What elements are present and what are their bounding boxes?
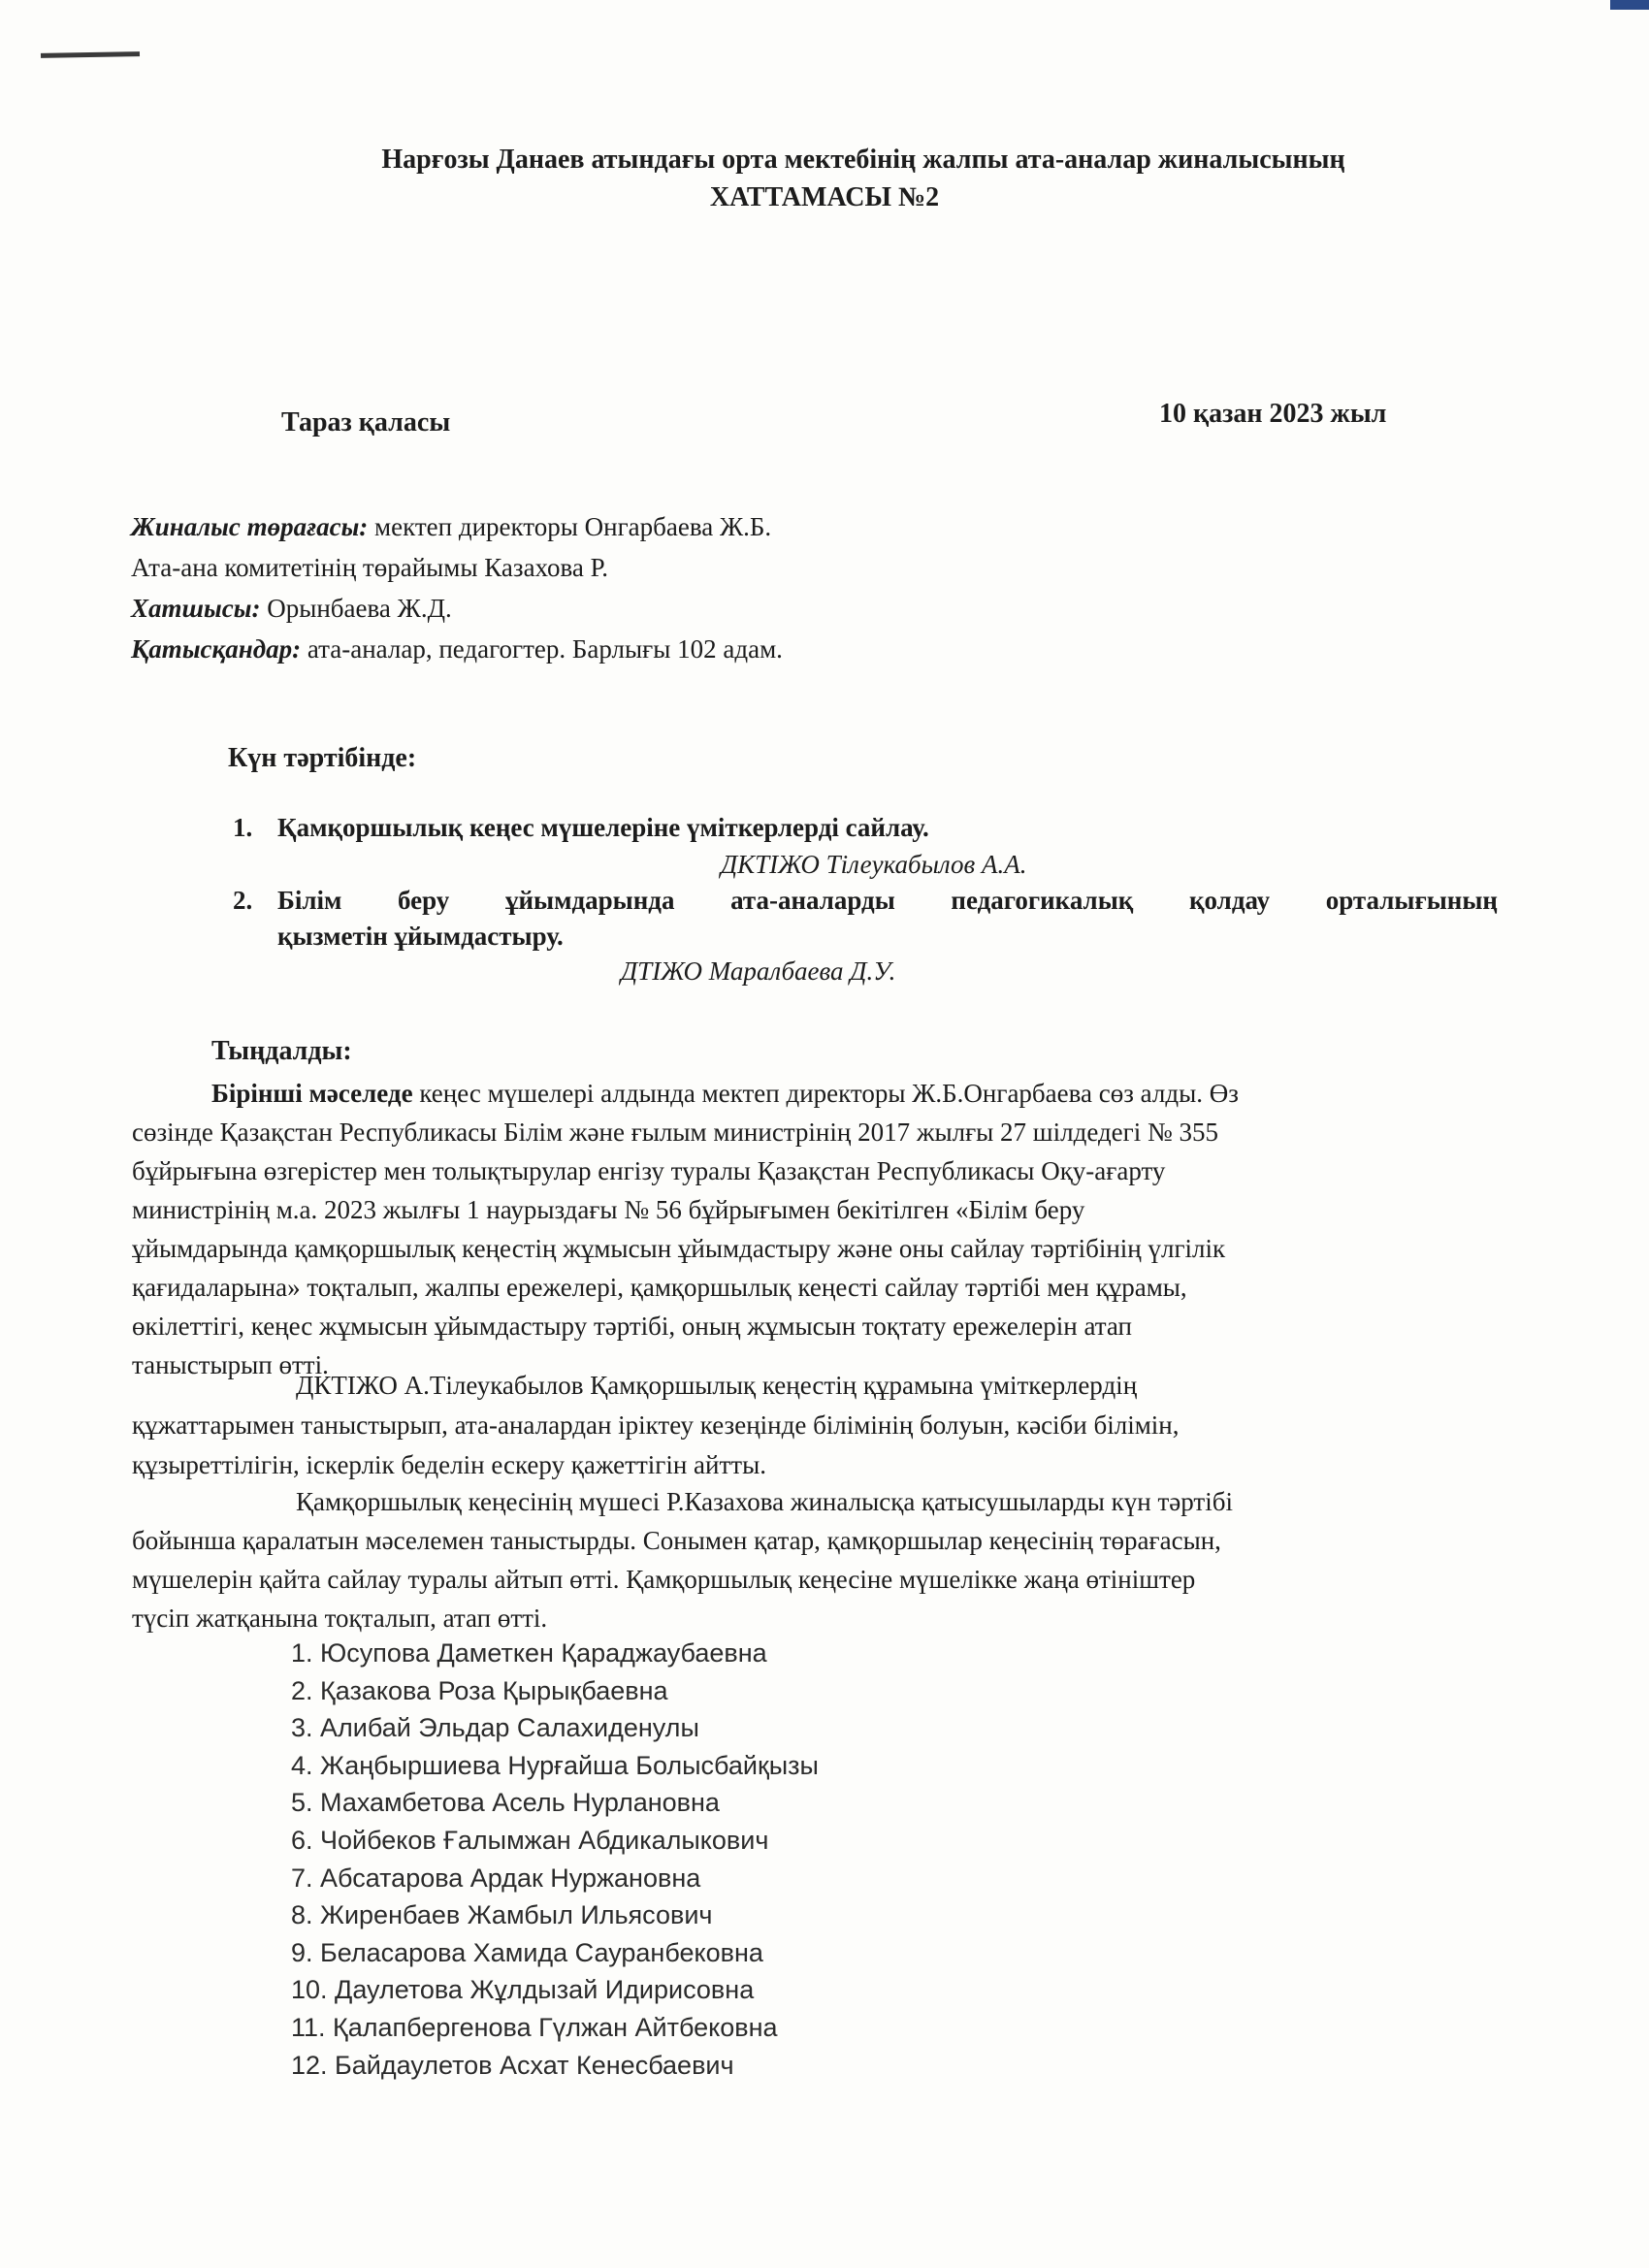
paragraph-1-line6: қағидаларына» тоқталып, жалпы ережелері, қамқоршылық кеңесті сайлау тәртібі мен құрамы, xyxy=(132,1273,1187,1302)
list-item: 7. Абсатарова Ардак Нуржановна xyxy=(291,1863,701,1893)
secretary-value: Орынбаева Ж.Д. xyxy=(260,594,452,623)
list-item: 10. Даулетова Жұлдызай Идирисовна xyxy=(291,1975,755,2005)
paragraph-1-bold: Бірінші мәселеде xyxy=(211,1079,413,1108)
list-item: 6. Чойбеков Ғалымжан Абдикалыкович xyxy=(291,1825,769,1855)
list-item: 1. Юсупова Даметкен Қараджаубаевна xyxy=(291,1638,767,1668)
document-title-line2: ХАТТАМАСЫ №2 xyxy=(709,182,940,212)
list-item: 9. Беласарова Хамида Сауранбековна xyxy=(291,1937,763,1967)
paragraph-1-line4: министрінің м.а. 2023 жылғы 1 наурыздағы № 56 бұйрығымен бекітілген «Білім беру xyxy=(132,1195,1085,1224)
paragraph-2-line2: құжаттарымен таныстырып, ата-аналардан іріктеу кезеңінде білімінің болуын, кәсіби білімін, xyxy=(132,1410,1180,1440)
chair-line xyxy=(131,512,771,542)
paragraph-1-line1: Бірінші мәселеде кеңес мүшелері алдында мектеп директоры Ж.Б.Онгарбаева сөз алды. Өз xyxy=(211,1079,1239,1108)
paragraph-1-line7: өкілеттігі, кеңес жұмысын ұйымдастыру тәртібі, оның жұмысын тоқтату ережелерін атап xyxy=(132,1312,1132,1341)
secretary-label: Хатшысы: xyxy=(131,594,261,623)
member-list xyxy=(291,1635,819,2084)
agenda-item-2-speaker: ДТІЖО Маралбаева Д.У. xyxy=(621,956,896,986)
paragraph-3-line1: Қамқоршылық кеңесінің мүшесі Р.Казахова жиналысқа қатысушыларды күн тәртібі xyxy=(296,1487,1233,1516)
paragraph-3-line2: бойынша қаралатын мәселемен таныстырды. Сонымен қатар, қамқоршылар кеңесінің төрағасын, xyxy=(132,1526,1221,1555)
list-item: 3. Алибай Эльдар Салахиденулы xyxy=(291,1713,699,1743)
paragraph-3-line4: түсіп жатқанына тоқталып, атап өтті. xyxy=(132,1604,548,1633)
list-item: 4. Жаңбыршиева Нурғайша Болысбайқызы xyxy=(291,1750,819,1780)
scan-mark xyxy=(41,51,140,58)
list-item: 11. Қалапбергенова Гүлжан Айтбековна xyxy=(291,2012,778,2042)
agenda-item-2-text-line2: қызметін ұйымдастыру. xyxy=(277,922,564,951)
attendees-value: ата-аналар, педагогтер. Барлығы 102 адам. xyxy=(301,634,783,664)
paragraph-1-line2: сөзінде Қазақстан Республикасы Білім және ғылым министрінің 2017 жылғы 27 шілдедегі № 355 xyxy=(132,1118,1218,1147)
agenda-title: Күн тәртібінде: xyxy=(228,743,417,773)
document-title-line1: Нарғозы Данаев атындағы орта мектебінің жалпы ата-аналар жиналысының xyxy=(381,145,1345,175)
list-item: 12. Байдаулетов Асхат Кенесбаевич xyxy=(291,2050,734,2080)
list-item: 8. Жиренбаев Жамбыл Ильясович xyxy=(291,1900,713,1930)
agenda-item-2-text-line1: Білім беру ұйымдарында ата-аналарды педагогикалық қолдау орталығының xyxy=(277,886,1498,915)
agenda-item-1-num: 1. xyxy=(233,813,253,842)
paragraph-1-line3: бұйрығына өзгерістер мен толықтырулар енгізу туралы Қазақстан Республикасы Оқу-ағарту xyxy=(132,1156,1166,1185)
list-item: 2. Қазакова Роза Қырықбаевна xyxy=(291,1675,668,1705)
agenda-item-2-num: 2. xyxy=(233,886,253,915)
agenda-item-1-text: Қамқоршылық кеңес мүшелеріне үміткерлерді сайлау. xyxy=(277,813,929,842)
committee-line: Ата-ана комитетінің төрайымы Казахова Р. xyxy=(131,553,609,582)
paragraph-3-line3: мүшелерін қайта сайлау туралы айтып өтті. Қамқоршылық кеңесіне мүшелікке жаңа өтініштер xyxy=(132,1565,1196,1594)
chair-label: Жиналыс төрағасы: xyxy=(131,512,369,541)
paragraph-1-line5: ұйымдарында қамқоршылық кеңестің жұмысын ұйымдастыру және оны сайлау тәртібінің үлгілік xyxy=(132,1234,1226,1263)
paragraph-2-line3: құзыреттілігін, іскерлік беделін ескеру қажеттігін айтты. xyxy=(132,1450,766,1479)
corner-mark xyxy=(1610,0,1649,10)
place: Тараз қаласы xyxy=(281,407,451,437)
agenda-item-1-speaker: ДКТІЖО Тілеукабылов А.А. xyxy=(721,850,1027,879)
attendees-line xyxy=(131,634,783,664)
paragraph-2-line1: ДКТІЖО А.Тілеукабылов Қамқоршылық кеңестің құрамына үміткерлердің xyxy=(296,1371,1138,1400)
date: 10 қазан 2023 жыл xyxy=(1159,399,1387,429)
secretary-line xyxy=(131,594,452,624)
attendees-label: Қатысқандар: xyxy=(131,634,302,664)
chair-value: мектеп директоры Онгарбаева Ж.Б. xyxy=(368,512,772,541)
heard-title: Тыңдалды: xyxy=(211,1036,352,1066)
paragraph-1-line8: таныстырып өтті. xyxy=(132,1350,329,1379)
list-item: 5. Махамбетова Асель Нурлановна xyxy=(291,1788,720,1818)
